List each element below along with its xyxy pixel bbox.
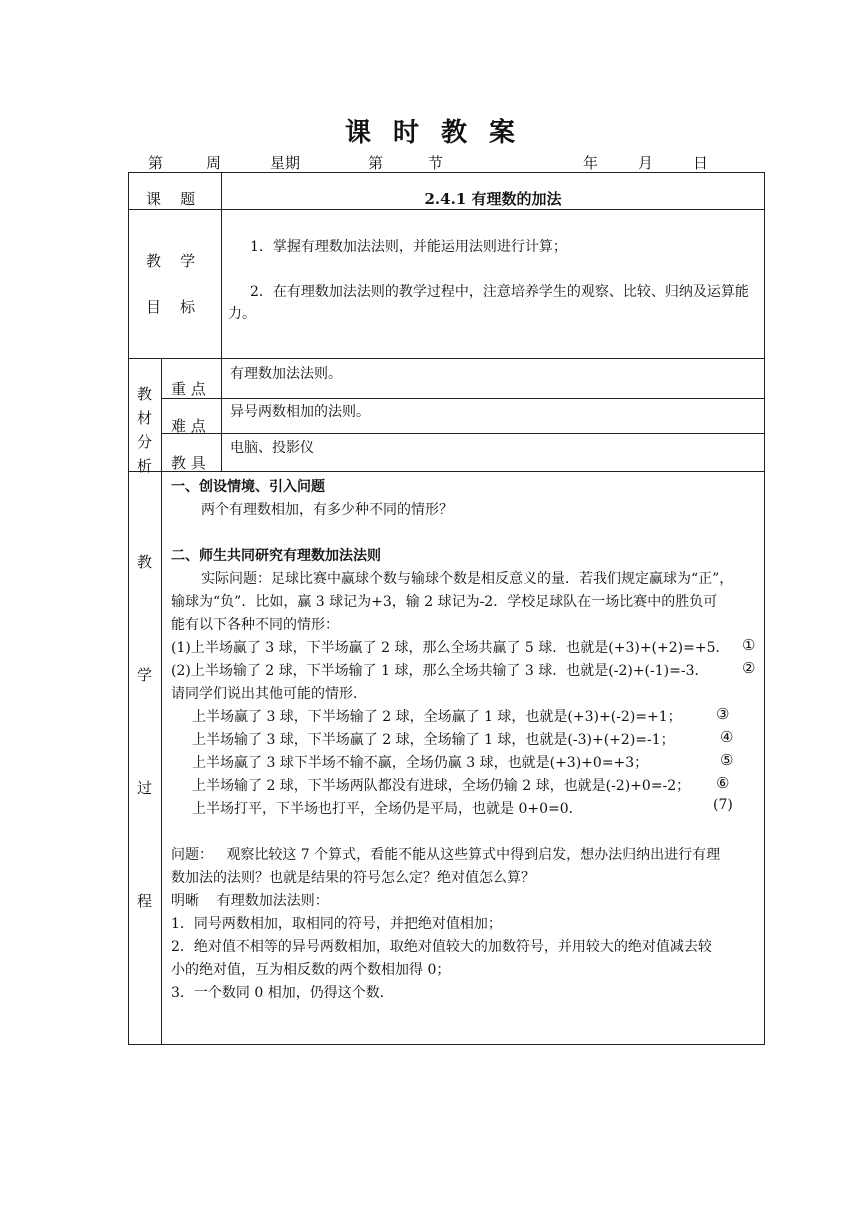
case-marker-7: (7) bbox=[713, 797, 733, 813]
case-line-7: 上半场打平，下半场也打平，全场仍是平局，也就是 0+0=0． bbox=[192, 801, 583, 817]
difficulty-value: 异号两数相加的法则。 bbox=[230, 404, 370, 420]
rule-item-3: 3．一个数同 0 相加，仍得这个数． bbox=[171, 985, 394, 1001]
teaching-tools-value: 电脑、投影仪 bbox=[230, 440, 314, 456]
goal-item-1: 1．掌握有理数加法法则，并能运用法则进行计算； bbox=[250, 239, 567, 255]
case-marker-6: ⑥ bbox=[716, 774, 730, 792]
case-line-5: 上半场赢了 3 球下半场不输不赢，全场仍赢 3 球，也就是(+3)+0=+3； bbox=[192, 755, 649, 771]
case-marker-4: ④ bbox=[720, 728, 734, 746]
process-char: 学 bbox=[137, 666, 153, 684]
date-week-suffix: 周 bbox=[206, 154, 222, 172]
key-point-label: 重 点 bbox=[171, 380, 206, 398]
goal-item-2: 2．在有理数加法法则的教学过程中，注意培养学生的观察、比较、归纳及运算能力。 bbox=[228, 284, 749, 322]
analysis-char: 分 bbox=[137, 433, 153, 451]
rule-heading: 明晰 有理数加法法则： bbox=[171, 893, 329, 909]
question-line: 数加法的法则？也就是结果的符号怎么定？绝对值怎么算？ bbox=[171, 870, 535, 886]
date-weekday: 星期 bbox=[270, 154, 301, 172]
case-line-2: (2)上半场输了 2 球，下半场输了 1 球，那么全场共输了 3 球．也就是(-2)+(-1)=-3． bbox=[171, 663, 709, 679]
case-marker-3: ③ bbox=[716, 705, 730, 723]
title-char: 案 bbox=[489, 118, 516, 148]
date-period-suffix: 节 bbox=[428, 154, 444, 172]
case-line-6: 上半场输了 2 球，下半场两队都没有进球，全场仍输 2 球，也就是(-2)+0=-2； bbox=[192, 778, 691, 794]
analysis-char: 材 bbox=[137, 409, 153, 427]
case-line-1: (1)上半场赢了 3 球，下半场赢了 2 球，那么全场共赢了 5 球．也就是(+3)+(+2)=+5． bbox=[171, 640, 730, 656]
title-char: 课 bbox=[344, 118, 371, 148]
intro-question: 两个有理数相加，有多少种不同的情形？ bbox=[201, 502, 453, 518]
teaching-tools-label: 教 具 bbox=[171, 454, 206, 472]
problem-text-line: 实际问题：足球比赛中赢球个数与输球个数是相反意义的量．若我们规定赢球为“正”， bbox=[201, 571, 734, 587]
date-period-prefix: 第 bbox=[368, 154, 384, 172]
case-marker-2: ② bbox=[742, 659, 756, 677]
analysis-char: 教 bbox=[137, 385, 153, 403]
process-char: 教 bbox=[137, 553, 153, 571]
key-point-value: 有理数加法法则。 bbox=[230, 366, 342, 382]
case-marker-1: ① bbox=[742, 636, 756, 654]
problem-text-line: 能有以下各种不同的情形： bbox=[171, 617, 339, 633]
date-line bbox=[128, 152, 768, 172]
title-char: 教 bbox=[441, 118, 468, 148]
difficulty-label: 难 点 bbox=[171, 417, 206, 435]
analysis-char: 析 bbox=[137, 457, 153, 475]
case-line-3: 上半场赢了 3 球，下半场输了 2 球，全场赢了 1 球，也就是(+3)+(-2)=+1； bbox=[192, 709, 682, 725]
ask-students: 请同学们说出其他可能的情形． bbox=[171, 686, 367, 702]
rule-item-2-continued: 小的绝对值，互为相反数的两个数相加得 0； bbox=[171, 962, 451, 978]
topic-value: 2.4.1 有理数的加法 bbox=[424, 190, 562, 208]
question-line: 问题： 观察比较这 7 个算式，看能不能从这些算式中得到启发，想办法归纳出进行有理 bbox=[171, 847, 721, 863]
section-heading-1: 一、创设情境、引入问题 bbox=[171, 479, 325, 495]
process-char: 程 bbox=[137, 892, 153, 910]
case-marker-5: ⑤ bbox=[720, 751, 734, 769]
rule-item-2: 2．绝对值不相等的异号两数相加，取绝对值较大的加数符号，并用较大的绝对值减去较 bbox=[171, 939, 712, 955]
date-week-prefix: 第 bbox=[148, 154, 164, 172]
process-char: 过 bbox=[137, 779, 153, 797]
date-year: 年 bbox=[583, 154, 599, 172]
goal-label-line1: 教 学 bbox=[146, 252, 196, 270]
date-month: 月 bbox=[638, 154, 654, 172]
section-heading-2: 二、师生共同研究有理数加法法则 bbox=[171, 548, 381, 564]
rule-item-1: 1．同号两数相加，取相同的符号，并把绝对值相加； bbox=[171, 916, 502, 932]
page-title bbox=[0, 112, 860, 149]
date-day: 日 bbox=[693, 154, 709, 172]
title-char: 时 bbox=[392, 118, 419, 148]
problem-text-line: 输球为“负”．比如，赢 3 球记为+3，输 2 球记为-2．学校足球队在一场比赛中的胜负可 bbox=[171, 594, 718, 610]
topic-label: 课 题 bbox=[146, 190, 196, 208]
goal-label-line2: 目 标 bbox=[146, 298, 196, 316]
case-line-4: 上半场输了 3 球，下半场赢了 2 球，全场输了 1 球，也就是(-3)+(+2)=-1； bbox=[192, 732, 675, 748]
